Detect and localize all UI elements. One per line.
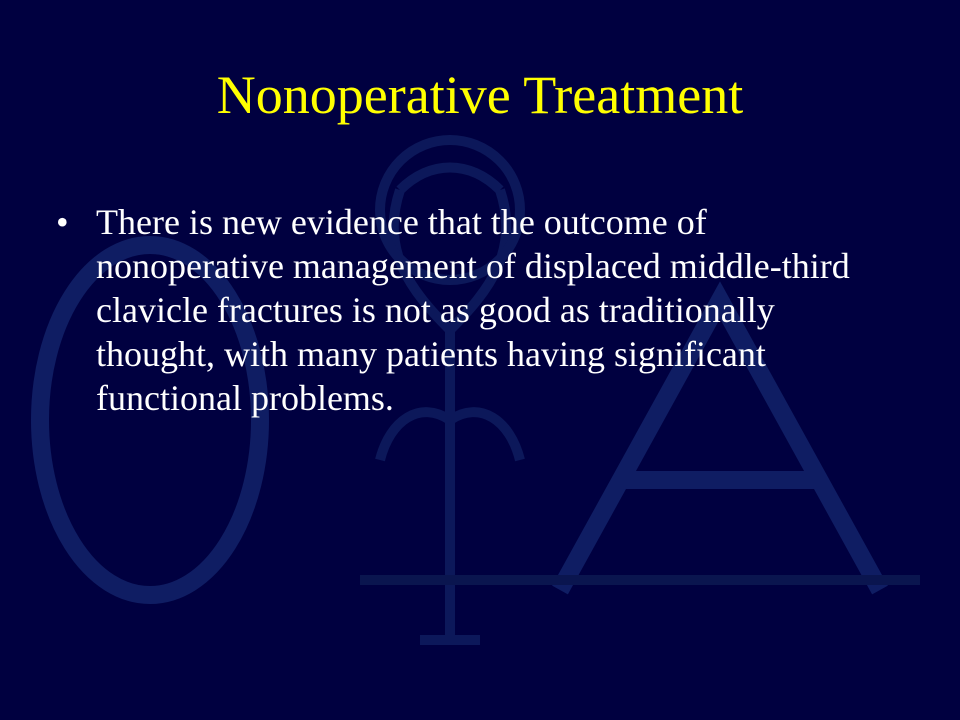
slide-title: Nonoperative Treatment — [216, 65, 744, 125]
watermark-base — [360, 575, 920, 585]
bullet-marker: • — [56, 202, 69, 242]
bullet-item — [56, 200, 876, 420]
bullet-list — [56, 200, 876, 420]
bullet-text: There is new evidence that the outcome of nonoperative management of displaced middle-third clavicle fractures is not as good as traditionally thought, with many patients having significant functional problems. — [96, 202, 850, 418]
